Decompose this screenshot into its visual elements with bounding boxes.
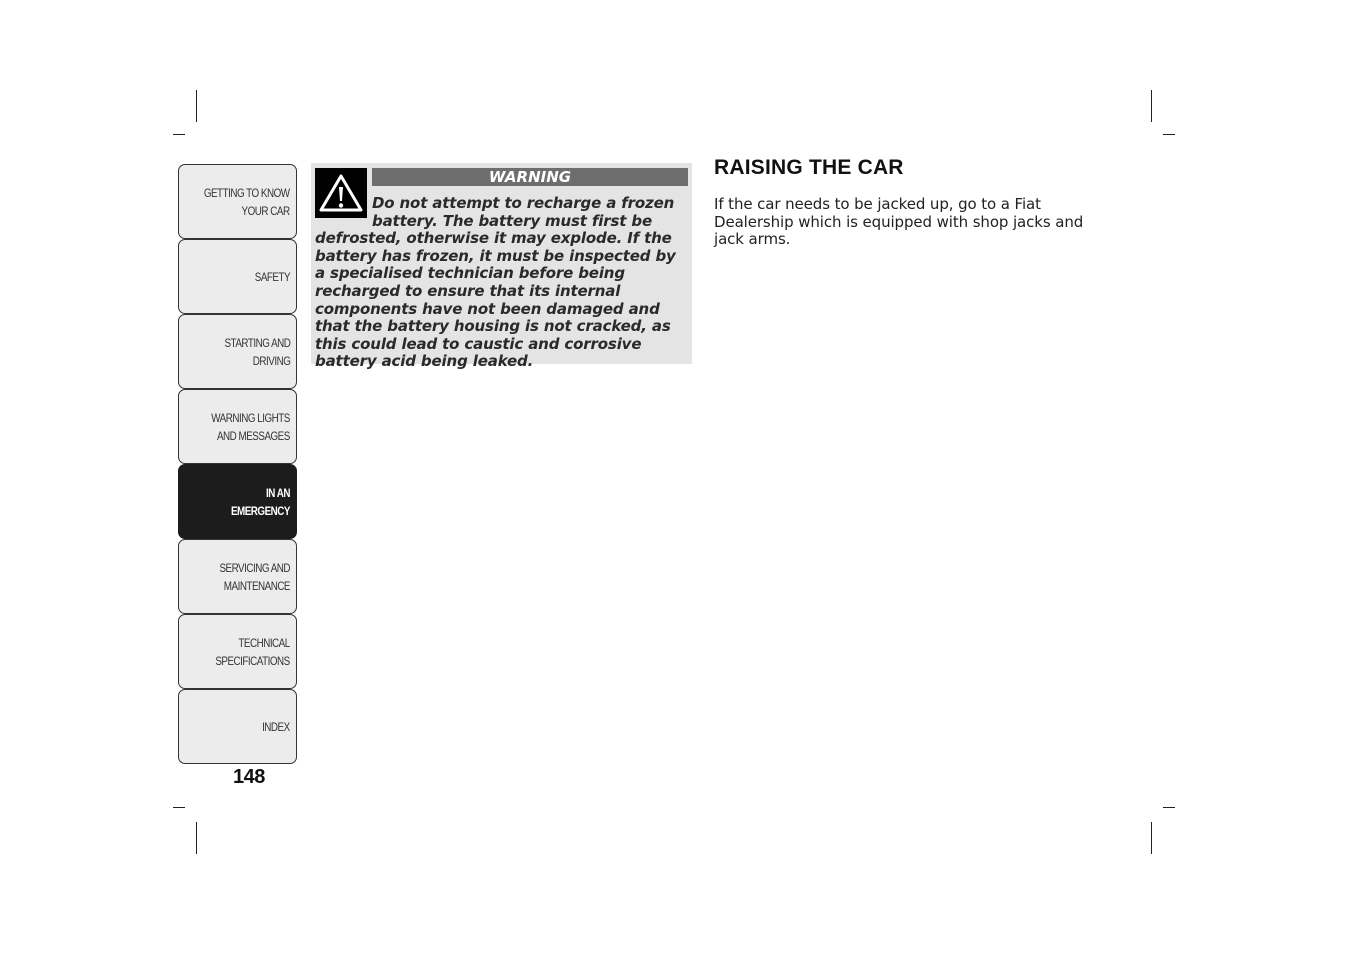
- tab-label: SAFETY: [254, 269, 290, 284]
- tab-starting-and-driving[interactable]: [178, 314, 297, 389]
- crop-mark: [1163, 807, 1175, 808]
- section-body: If the car needs to be jacked up, go to a Fiat Dealership which is equipped with shop jacks and jack arms.: [714, 195, 1084, 249]
- tab-label: TECHNICAL SPECIFICATIONS: [215, 635, 290, 668]
- tab-getting-to-know[interactable]: [178, 164, 297, 239]
- crop-mark: [173, 134, 185, 135]
- crop-mark: [196, 822, 197, 854]
- warning-box: [311, 163, 692, 371]
- crop-mark: [1151, 822, 1152, 854]
- crop-mark: [1163, 134, 1175, 135]
- crop-mark: [173, 807, 185, 808]
- tab-warning-lights[interactable]: [178, 389, 297, 464]
- tab-technical-specifications[interactable]: [178, 614, 297, 689]
- tab-servicing[interactable]: [178, 539, 297, 614]
- tab-index[interactable]: [178, 689, 297, 764]
- tab-label: SERVICING AND MAINTENANCE: [219, 560, 290, 593]
- warning-text: [315, 195, 687, 371]
- tab-in-an-emergency[interactable]: [178, 464, 297, 539]
- section-title: RAISING THE CAR: [714, 156, 904, 179]
- tab-label: GETTING TO KNOW YOUR CAR: [204, 185, 290, 218]
- tab-safety[interactable]: [178, 239, 297, 314]
- crop-mark: [196, 90, 197, 122]
- chapter-tabs: [178, 164, 297, 764]
- warning-text-content: Do not attempt to recharge a frozen battery. The battery must first be defrosted, otherwise it may explode. If the battery has frozen, it must be inspected by a specialised technician before being recharged to ensure that its internal components have not been damaged and that the battery housing is not cracked, as this could lead to caustic and corrosive battery acid being leaked.: [315, 194, 676, 371]
- tab-label: IN AN EMERGENCY: [230, 485, 290, 518]
- crop-mark: [1151, 90, 1152, 122]
- tab-label: STARTING AND DRIVING: [224, 335, 290, 368]
- warning-header: WARNING: [372, 168, 688, 186]
- page-number: 148: [233, 766, 265, 788]
- tab-label: INDEX: [262, 719, 290, 734]
- tab-label: WARNING LIGHTS AND MESSAGES: [211, 410, 290, 443]
